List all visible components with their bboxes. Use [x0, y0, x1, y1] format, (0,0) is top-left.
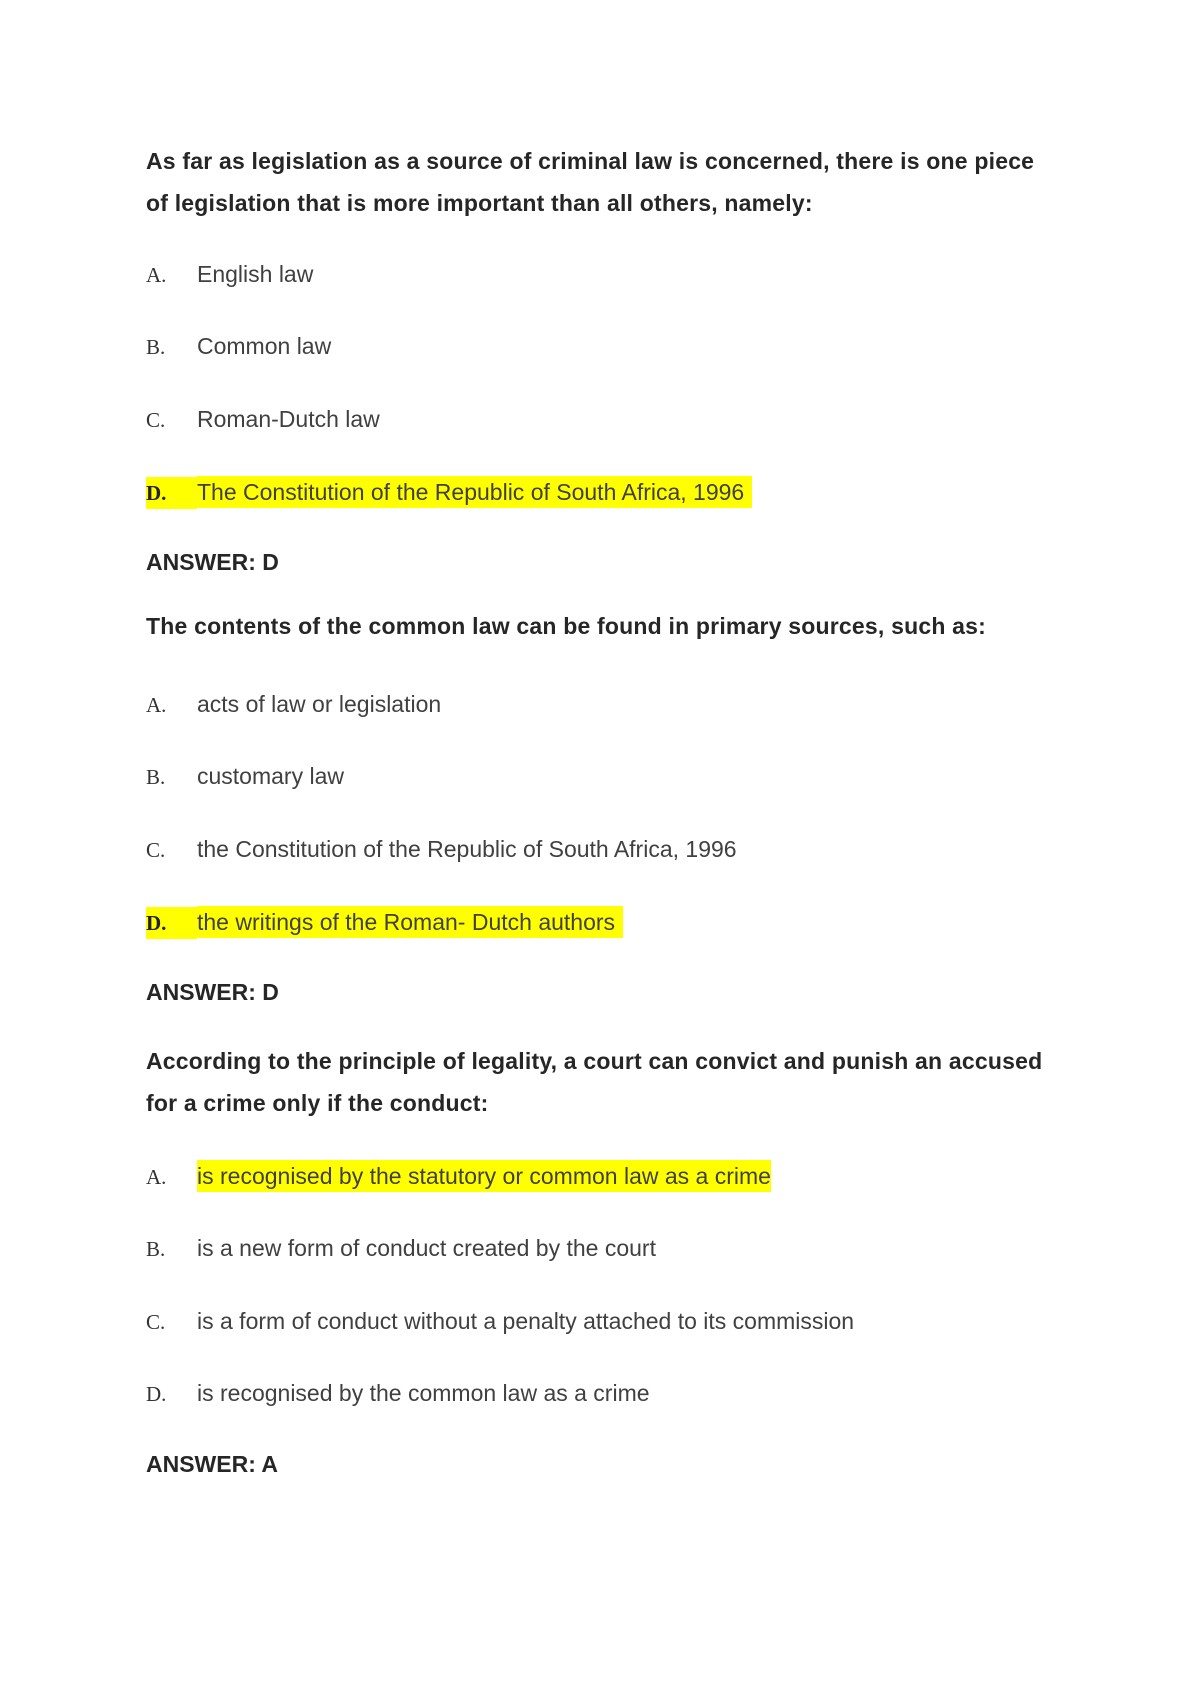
question-1-option-c [146, 403, 380, 435]
question-2-option-d-highlighted [146, 906, 623, 938]
question-3-option-b [146, 1232, 656, 1264]
question-1-option-a [146, 258, 313, 290]
option-text: English law [197, 261, 314, 287]
option-text: Roman-Dutch law [197, 406, 380, 432]
option-text: Common law [197, 333, 332, 359]
question-1-answer: ANSWER: D [146, 549, 279, 575]
option-text: is recognised by the common law as a crime [197, 1380, 650, 1406]
option-letter: A. [146, 1165, 167, 1189]
question-3-option-d [146, 1377, 650, 1409]
option-letter: C. [146, 408, 166, 432]
option-letter: C. [146, 838, 166, 862]
question-3-answer: ANSWER: A [146, 1451, 279, 1477]
option-letter: D. [146, 477, 197, 509]
option-text: the Constitution of the Republic of South Africa, 1996 [197, 836, 737, 862]
option-letter: C. [146, 1310, 166, 1334]
question-2-option-a [146, 688, 441, 720]
question-3-option-c [146, 1305, 854, 1337]
option-text: is a new form of conduct created by the court [197, 1235, 656, 1261]
question-1-option-d-highlighted [146, 476, 752, 508]
option-letter: B. [146, 335, 166, 359]
option-letter: B. [146, 1237, 166, 1261]
option-letter: A. [146, 263, 167, 287]
question-3-option-a-highlighted [146, 1160, 771, 1192]
option-text: the writings of the Roman- Dutch authors [197, 906, 623, 938]
option-letter: D. [146, 1382, 167, 1406]
option-text: The Constitution of the Republic of South Africa, 1996 [197, 476, 752, 508]
question-3-prompt: According to the principle of legality, a court can convict and punish an accused for a crime only if the conduct: [146, 1048, 1043, 1116]
option-letter: B. [146, 765, 166, 789]
option-letter: A. [146, 693, 167, 717]
question-2-option-c [146, 833, 737, 865]
question-1-option-b [146, 330, 331, 362]
option-text: is a form of conduct without a penalty attached to its commission [197, 1308, 855, 1334]
option-text: is recognised by the statutory or common law as a crime [197, 1160, 771, 1192]
question-1-prompt: As far as legislation as a source of criminal law is concerned, there is one piece of legislation that is more important than all others, namely: [146, 148, 1035, 216]
question-2-prompt: The contents of the common law can be found in primary sources, such as: [146, 613, 986, 639]
question-2-option-b [146, 760, 344, 792]
question-2-answer: ANSWER: D [146, 979, 279, 1005]
option-text: customary law [197, 763, 344, 789]
option-text: acts of law or legislation [197, 691, 442, 717]
option-letter: D. [146, 907, 197, 939]
